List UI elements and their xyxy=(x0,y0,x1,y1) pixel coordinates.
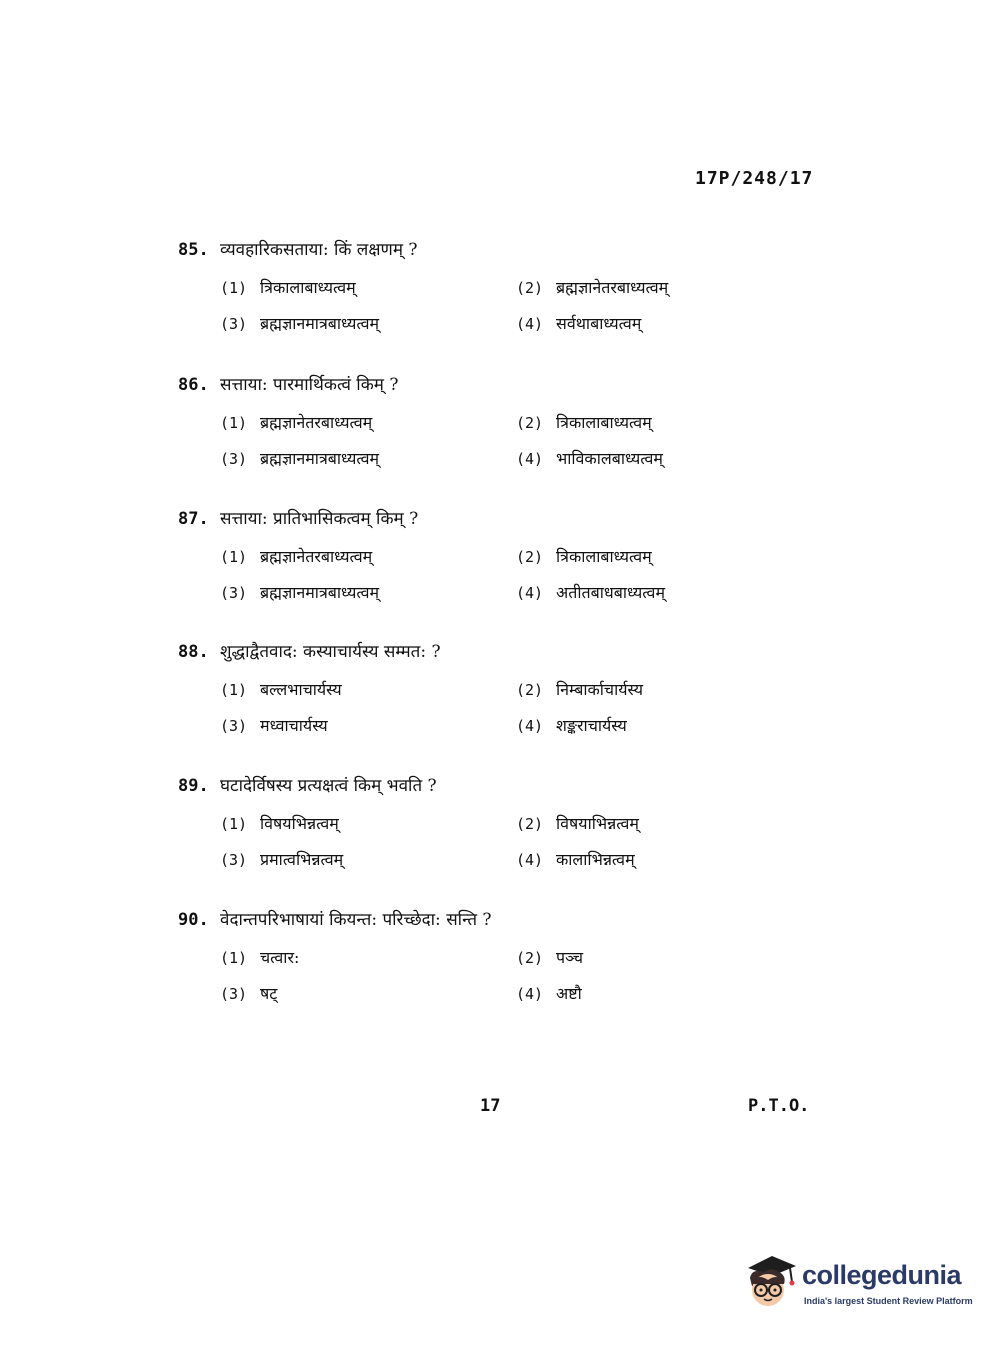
question-text: सत्ताया: प्रातिभासिकत्वम् किम् ? xyxy=(220,509,419,529)
option-2 xyxy=(516,275,776,301)
question-text: व्यवहारिकसताया: किं लक्षणम् ? xyxy=(220,240,418,260)
option-text: त्रिकालाबाध्यत्वम् xyxy=(556,413,652,432)
question-stem xyxy=(178,237,738,263)
option-4 xyxy=(516,847,776,873)
question-87 xyxy=(178,506,738,606)
question-number: 89. xyxy=(178,776,209,796)
option-1 xyxy=(220,677,516,703)
page-number: 17 xyxy=(480,1096,501,1116)
paper-code: 17P/248/17 xyxy=(695,168,814,189)
option-number: (3) xyxy=(220,450,248,468)
option-text: चत्वार: xyxy=(260,948,300,967)
option-text: भाविकालबाध्यत्वम् xyxy=(556,449,663,468)
question-stem xyxy=(178,506,738,532)
option-list xyxy=(220,811,738,873)
option-4 xyxy=(516,981,776,1007)
option-text: षट् xyxy=(260,984,278,1003)
option-number: (4) xyxy=(516,717,544,735)
question-stem xyxy=(178,639,738,665)
option-number: (4) xyxy=(516,851,544,869)
option-3 xyxy=(220,981,516,1007)
option-number: (2) xyxy=(516,548,544,566)
question-text: शुद्धाद्वैतवाद: कस्याचार्यस्य सम्मत: ? xyxy=(220,642,441,662)
option-text: प्रमात्वभिन्नत्वम् xyxy=(260,850,344,869)
option-number: (1) xyxy=(220,681,248,699)
question-86 xyxy=(178,372,738,472)
option-text: ब्रह्मज्ञानेतरबाध्यत्वम् xyxy=(260,547,373,566)
question-text: घटादेर्विषस्य प्रत्यक्षत्वं किम् भवति ? xyxy=(220,776,437,796)
option-2 xyxy=(516,410,776,436)
option-number: (1) xyxy=(220,949,248,967)
option-3 xyxy=(220,446,516,472)
question-number: 88. xyxy=(178,642,209,662)
pto-label: P.T.O. xyxy=(748,1096,810,1116)
question-85 xyxy=(178,237,738,337)
option-text: अतीतबाधबाध्यत्वम् xyxy=(556,583,666,602)
option-list xyxy=(220,275,738,337)
option-3 xyxy=(220,713,516,739)
option-text: ब्रह्मज्ञानमात्रबाध्यत्वम् xyxy=(260,583,380,602)
option-1 xyxy=(220,945,516,971)
option-list xyxy=(220,410,738,472)
option-1 xyxy=(220,275,516,301)
option-4 xyxy=(516,446,776,472)
option-text: अष्टौ xyxy=(556,984,582,1003)
graduate-mascot-icon xyxy=(742,1252,800,1312)
option-list xyxy=(220,945,738,1007)
question-number: 85. xyxy=(178,240,209,260)
option-number: (3) xyxy=(220,717,248,735)
option-text: त्रिकालाबाध्यत्वम् xyxy=(260,278,356,297)
option-list xyxy=(220,677,738,739)
option-3 xyxy=(220,311,516,337)
option-number: (1) xyxy=(220,548,248,566)
brand-tagline: India's largest Student Review Platform xyxy=(804,1296,973,1306)
option-number: (3) xyxy=(220,851,248,869)
question-text: सत्ताया: पारमार्थिकत्वं किम् ? xyxy=(220,375,399,395)
option-text: कालाभिन्नत्वम् xyxy=(556,850,635,869)
option-text: निम्बार्काचार्यस्य xyxy=(556,680,644,699)
option-number: (2) xyxy=(516,681,544,699)
question-89 xyxy=(178,773,738,873)
option-number: (2) xyxy=(516,815,544,833)
option-number: (2) xyxy=(516,414,544,432)
option-1 xyxy=(220,544,516,570)
option-text: ब्रह्मज्ञानमात्रबाध्यत्वम् xyxy=(260,314,380,333)
question-88 xyxy=(178,639,738,739)
option-number: (4) xyxy=(516,315,544,333)
option-2 xyxy=(516,677,776,703)
option-text: सर्वथाबाध्यत्वम् xyxy=(556,314,642,333)
option-number: (2) xyxy=(516,949,544,967)
option-2 xyxy=(516,544,776,570)
option-number: (3) xyxy=(220,315,248,333)
option-4 xyxy=(516,311,776,337)
option-4 xyxy=(516,713,776,739)
option-number: (4) xyxy=(516,584,544,602)
option-number: (4) xyxy=(516,450,544,468)
option-text: मध्वाचार्यस्य xyxy=(260,716,328,735)
option-3 xyxy=(220,847,516,873)
question-stem xyxy=(178,773,738,799)
option-number: (4) xyxy=(516,985,544,1003)
option-number: (3) xyxy=(220,584,248,602)
option-number: (1) xyxy=(220,815,248,833)
option-number: (3) xyxy=(220,985,248,1003)
question-number: 87. xyxy=(178,509,209,529)
option-text: पञ्च xyxy=(556,948,584,967)
question-number: 90. xyxy=(178,910,209,930)
question-90 xyxy=(178,907,738,1007)
option-1 xyxy=(220,410,516,436)
collegedunia-watermark xyxy=(742,1252,972,1318)
option-text: त्रिकालाबाध्यत्वम् xyxy=(556,547,652,566)
option-2 xyxy=(516,945,776,971)
option-1 xyxy=(220,811,516,837)
option-text: ब्रह्मज्ञानेतरबाध्यत्वम् xyxy=(260,413,373,432)
option-text: शङ्कराचार्यस्य xyxy=(556,716,627,735)
option-text: बल्लभाचार्यस्य xyxy=(260,680,342,699)
option-2 xyxy=(516,811,776,837)
option-text: विषयाभिन्नत्वम् xyxy=(556,814,639,833)
option-text: ब्रह्मज्ञानमात्रबाध्यत्वम् xyxy=(260,449,380,468)
option-text: ब्रह्मज्ञानेतरबाध्यत्वम् xyxy=(556,278,669,297)
option-text: विषयभिन्नत्वम् xyxy=(260,814,339,833)
option-number: (1) xyxy=(220,279,248,297)
option-list xyxy=(220,544,738,606)
question-text: वेदान्तपरिभाषायां कियन्त: परिच्छेदा: सन्ति ? xyxy=(220,910,492,930)
option-number: (1) xyxy=(220,414,248,432)
option-3 xyxy=(220,580,516,606)
option-4 xyxy=(516,580,776,606)
question-number: 86. xyxy=(178,375,209,395)
question-stem xyxy=(178,907,738,933)
brand-name: collegedunia xyxy=(802,1260,962,1290)
option-number: (2) xyxy=(516,279,544,297)
question-stem xyxy=(178,372,738,398)
